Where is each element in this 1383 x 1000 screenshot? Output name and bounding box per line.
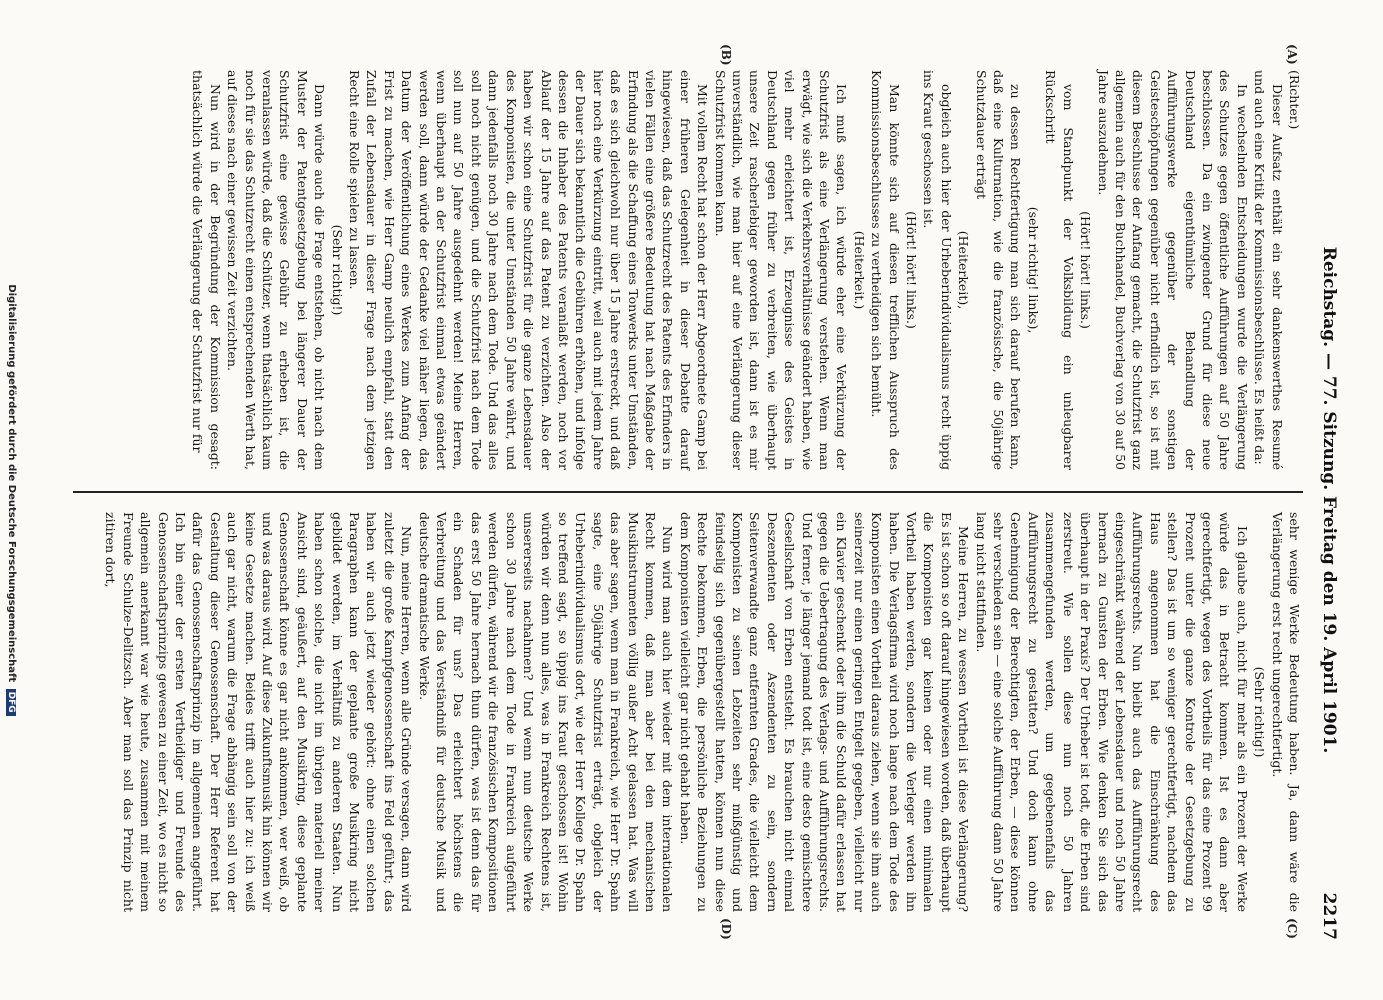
page-header <box>1309 60 1339 940</box>
interjection: (Sehr richtig!) <box>329 224 345 316</box>
column-separator <box>73 491 1303 493</box>
footer-text: Digitalisierung gefördert durch die Deutsche Forschungsgemeinschaft <box>6 284 17 683</box>
margin-marker-a: (A) <box>1285 44 1299 65</box>
paragraph: zu dessen Rechtfertigung man sich darauf berufen kann, daß eine Kulturnation, wie die französische, die 50jährige Schutzdauer erträgt <box>973 70 1024 470</box>
paragraph: Ich glaube auch, nicht für mehr als ein Prozent der Werke würde das in Betracht kommen. Ist es dann aber gerechtfertigt, wegen des Vortheils für das eine Prozent 99 Prozent unter die ganze Kontrole der Gesetzgebung zu stellen? Das ist um so weniger gerechtfertigt, nachdem das Haus angenommen hat die Einschränkung des Aufführungsrechts. Nun bleibt auch das Aufführungsrecht eingeschränkt während der Lebensdauer und noch 50 Jahre hernach zu Gunsten der Erben. Wie denken Sie sich das überhaupt in der Praxis? Der Urheber ist todt, die Erben sind zerstreut. Wie sollen diese nun noch 50 Jahren zusammengefunden werden, um gegebenenfalls das Aufführungsrecht zu gestatten? Und doch kann ohne Genehmigung der Berechtigten, der Erben, — diese können sehr verschieden sein — eine solche Aufführung dann 50 Jahre lang nicht stattfinden. <box>973 512 1250 912</box>
interjection: (sehr richtig! links), <box>1025 206 1041 334</box>
paragraph: Nun wird man auch hier wieder mit dem internationalen Recht kommen, daß man aber bei den mechanischen Musikinstrumenten völlig außer Acht gelassen hat. Was will das aber sagen, wenn man in Frankreich, wie Herr Dr. Spahn sagte, eine 50jährige Schutzfrist erträgt, obgleich der Urheberindividualismus dort, wie der Herr Kollege Dr. Spahn so treffend sagt, so üppig ins Kraut geschossen ist! Wohin würden wir denn nun alles, was in Frankreich Rechtens ist, unsererseits nachahmen? Und wenn nun deutsche Werke schon 30 Jahre nach dem Tode in Frankreich aufgeführt werden dürfen, während wir die französischen Kompositionen das erst 50 Jahre hernach thun dürfen, was ist denn das für ein Schaden für uns? Das erleichtert höchstens die Verbreitung und das Verständniß für deutsche Musik und deutsche dramatische Werke. <box>416 512 676 912</box>
paragraph: Mit vollem Recht hat schon der Herr Abgeordnete Gamp bei einer früheren Gelegenheit in dieser Debatte darauf hingewiesen, daß das Schutzrecht des Patents des Erfinders in vielen Fällen eine größere Bedeutung hat nach Maßgabe der Erfindung als die Schaffung eines Tonwerks unter Umständen, daß es sich gleichwohl nur über 15 Jahre erstreckt, und daß hier noch eine Verkürzung eintritt, weil auch mit jedem Jahre der Dauer sich bekanntlich die Gebühren erhöhen, und infolge dessen die Inhaber des Patents veranlaßt werden, noch vor Ablauf der 15 Jahre auf das Patent zu verzichten. Also der haben wir schon eine Schutzfrist für die ganze Lebensdauer des Komponisten, die unter Umständen 50 Jahre währt, und dann jedenfalls noch 30 Jahre nach dem Tode. Und das alles soll noch nicht genügen, und die Schutzfrist nach dem Tode soll nun auf 50 Jahre ausgedehnt werden! Meine Herren, wenn überhaupt an der Schutzfrist einmal etwas geändert werden soll, dann würde der Gedanke viel näher liegen, das Datum der Veröffentlichung eines Werkes zum Anfang der Frist zu machen, wie Herr Gamp neulich empfahl, statt den Zufall der Lebensdauer in dieser Frage nach dem jetzigen Recht eine Rolle spielen zu lassen. <box>347 70 711 470</box>
interjection: (Sehr richtig!) <box>1252 666 1268 758</box>
header-title: Reichstag. — 77. Sitzung. Freitag den 19. April 1901. <box>1319 246 1339 754</box>
dfg-logo: DFG <box>6 689 16 716</box>
paragraph: vom Standpunkt der Volksbildung ein unleugbarer Rückschritt <box>1043 70 1076 470</box>
margin-marker-d: (D) <box>719 918 733 940</box>
paragraph: In wechselnden Entscheidungen wurde die Verlängerung des Schutzes gegen öffentliche Aufführungen auf 50 Jahre beschlossen. Da ein zwingender Grund für diese neue Deutschland eigenthümliche Behandlung der Aufführungswerke gegenüber der sonstigen Geisteschöpfungen gegenüber nicht erfindlich ist, so ist mit diesem Beschlusse der Anfang gemacht, die Schutzfrist ganz allgemein auch für den Buchhandel, Buchverlag von 30 auf 50 Jahre auszudehnen. <box>1095 70 1250 470</box>
paragraph: Nun wird in der Begründung der Kommission gesagt: thatsächlich würde die Verlängerung der Schutzfrist nur für <box>190 70 223 470</box>
paragraph: Ich muß sagen, ich würde eher eine Verkürzung der Schutzfrist als eine Verlängerung verstehen. Wenn man erwägt, wie sich die Verkehrsverhältnisse geändert haben, wie viel mehr erleichtert ist, Erzeugnisse des Geistes in Deutschland gegen früher zu verbreiten, wie überhaupt unsere Zeit rascherlebiger geworden ist, dann ist es mir unverständlich, wie man hier auf eine Verlängerung dieser Schutzfrist kommen kann. <box>712 70 850 470</box>
interjection: (Hört! hört! links.) <box>1078 211 1094 329</box>
paragraph: Man könnte sich auf diesen trefflichen Ausspruch des Kommissionsbeschlusses zu vertheidigen sich bemüht. <box>869 70 902 470</box>
margin-marker-c: (C) <box>1285 918 1299 939</box>
paragraph: Meine Herren, zu wessen Vortheil ist diese Verlängerung? Es ist schon so oft darauf hingewiesen worden, daß überhaupt die Komponisten gar keinen oder nur einen minimalen Vortheil haben werden, sondern die Verleger werden ihn haben. Die Verlagsfirma wird noch lange nach dem Tode des Komponisten einen Vortheil daraus ziehen, wenn sie ihm auch seinerzeit nur einen geringen Entgelt gegeben, vielleicht nur ein Klavier geschenkt oder ihm die Schuld dafür erlassen hat gegen die Uebertragung des Verlags- und Aufführungsrechts. Und ferner, je länger jemand todt ist, eine desto gemischtere Gesellschaft von Erben entsteht. Es brauchen nicht einmal Deszendenten oder Aszendenten zu sein, sondern Seitenverwandte ganz entfernten Grades, die vielleicht dem Komponisten zu seinen Lebzeiten sehr mißgünstig und feindselig sich gegenübergestellt hatten, können nun diese Rechte bekommen, Erben, die persönliche Beziehungen zu dem Komponisten vielleicht gar nicht gehabt haben. <box>677 512 972 912</box>
paragraph: Dann würde auch die Frage entstehen, ob nicht nach dem Muster der Patentgesetzgebung bei längerer Dauer der Schutzfrist eine gewisse Gebühr zu erheben ist, die veranlassen würde, daß die Schützer, wenn thatsächlich kaum noch für sie das Schutzrecht einen entsprechenden Werth hat, auf dieses nach einer gewissen Zeit verzichten. <box>225 70 328 470</box>
left-text-column <box>189 70 1303 470</box>
margin-marker-b: (B) <box>719 44 733 66</box>
paragraph: obgleich auch hier der Urheberindividualismus recht üppig ins Kraut geschossen ist. <box>921 70 954 470</box>
interjection: (Heiterkeit), <box>956 230 972 310</box>
paragraph: Dieser Aufsatz enthält ein sehr dankenswerthes Resumé und auch eine Kritik der Kommissionsbeschlüsse. Es heißt da: <box>1252 70 1285 470</box>
paragraph: (Richter.) <box>1287 70 1302 130</box>
interjection: (Heiterkeit.) <box>851 230 867 310</box>
page-number: 2217 <box>1319 892 1339 940</box>
paragraph: Nun, meine Herren, wenn alle Gründe versagen, dann wird zuletzt die große Kampfgenossenschaft ins Feld geführt; das haben wir auch jetzt wieder gehört: ohne einen solchen Paragraphen kann der geplante große Musikring nicht gebildet werden, im Verhältniß zu anderen Staaten. Nun haben schon solche, die nicht im übrigen materiell meiner Ansicht sind, geäußert, auf den Musikring, diese geplante Genossenschaft könne es gar nicht ankommen, wer weiß, ob und was daraus wird. Auf diese Zukunftsmusik hin können wir keine Gesetze machen. Beides trifft auch hier zu: ich weiß auch gar nicht, warum die Frage abhängig sein soll von der Gestaltung dieser Genossenschaft. Der Herr Referent hat dafür das Genossenschaftsprinzip im allgemeinen angeführt. Ich bin einer der ersten Vertheidiger und Freunde des Genossenschaftsprinzips gewesen zu einer Zeit, wo es nicht so allgemein anerkannt war wie heute, zusammen mit meinem Freunde Schulze-Delitzsch. Aber man soll das Prinzip nicht zitiren dort, <box>103 512 415 912</box>
paragraph: sehr wenige Werke Bedeutung haben. Ja, dann wäre die Verlängerung erst recht ungerechtfertigt. <box>1269 512 1302 912</box>
right-text-column <box>102 512 1303 912</box>
footer-credit <box>6 0 17 1000</box>
interjection: (Hört! hört! links.) <box>904 211 920 329</box>
